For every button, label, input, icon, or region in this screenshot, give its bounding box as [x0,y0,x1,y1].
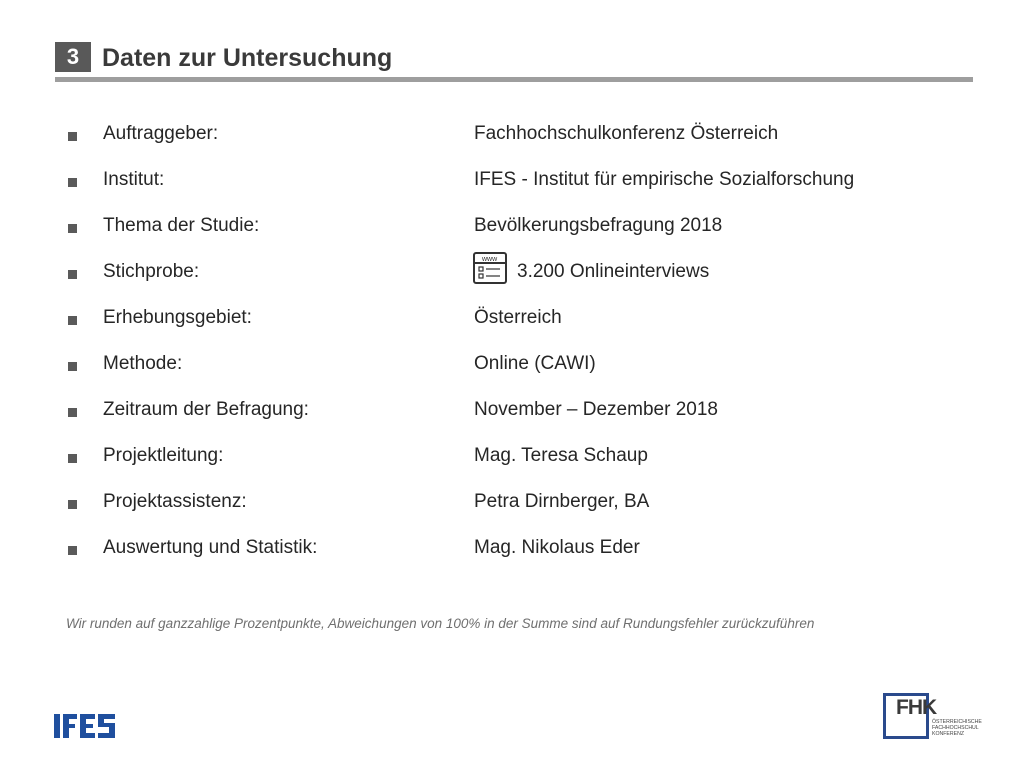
info-value: Bevölkerungsbefragung 2018 [474,215,723,236]
bullet-square-icon [68,454,77,463]
info-row [0,445,1024,475]
bullet-square-icon [68,546,77,555]
info-row [0,123,1024,153]
section-number-badge: 3 [55,42,91,72]
www-form-icon [473,252,507,284]
info-value: IFES - Institut für empirische Sozialforschung [474,169,855,190]
info-row [0,307,1024,337]
info-value: Online (CAWI) [474,353,596,374]
info-row [0,537,1024,567]
page-title: Daten zur Untersuchung [102,44,393,72]
fhk-logo [883,693,983,745]
bullet-square-icon [68,270,77,279]
info-value: Petra Dirnberger, BA [474,491,650,512]
info-value: Österreich [474,307,562,328]
ifes-logo [54,712,122,740]
info-label: Auftraggeber: [103,123,219,144]
info-value: Fachhochschulkonferenz Österreich [474,123,779,144]
fhk-logo-subtitle: ÖSTERREICHISCHE FACHHOCHSCHUL KONFERENZ [932,719,982,737]
bullet-square-icon [68,178,77,187]
fhk-logo-letters: FHK [896,696,937,719]
title-divider [55,77,973,82]
bullet-square-icon [68,132,77,141]
info-label: Projektassistenz: [103,491,247,512]
bullet-square-icon [68,316,77,325]
info-row [0,215,1024,245]
footnote: Wir runden auf ganzzahlige Prozentpunkte, Abweichungen von 100% in der Summe sind auf Rundungsfehler zurückzuführen [66,616,815,631]
info-label: Projektleitung: [103,445,224,466]
info-value: November – Dezember 2018 [474,399,718,420]
info-label: Institut: [103,169,165,190]
info-label: Zeitraum der Befragung: [103,399,309,420]
info-row [0,169,1024,199]
bullet-square-icon [68,224,77,233]
bullet-square-icon [68,408,77,417]
bullet-square-icon [68,362,77,371]
info-value: 3.200 Onlineinterviews [517,261,710,282]
info-label: Erhebungsgebiet: [103,307,252,328]
info-label: Thema der Studie: [103,215,260,236]
info-row [0,399,1024,429]
info-value: Mag. Nikolaus Eder [474,537,640,558]
info-value: Mag. Teresa Schaup [474,445,648,466]
info-row [0,256,1024,291]
info-label: Stichprobe: [103,261,200,282]
svg-text:www: www [482,256,498,263]
info-row [0,491,1024,521]
info-label: Methode: [103,353,183,374]
info-row [0,353,1024,383]
bullet-square-icon [68,500,77,509]
info-label: Auswertung und Statistik: [103,537,318,558]
